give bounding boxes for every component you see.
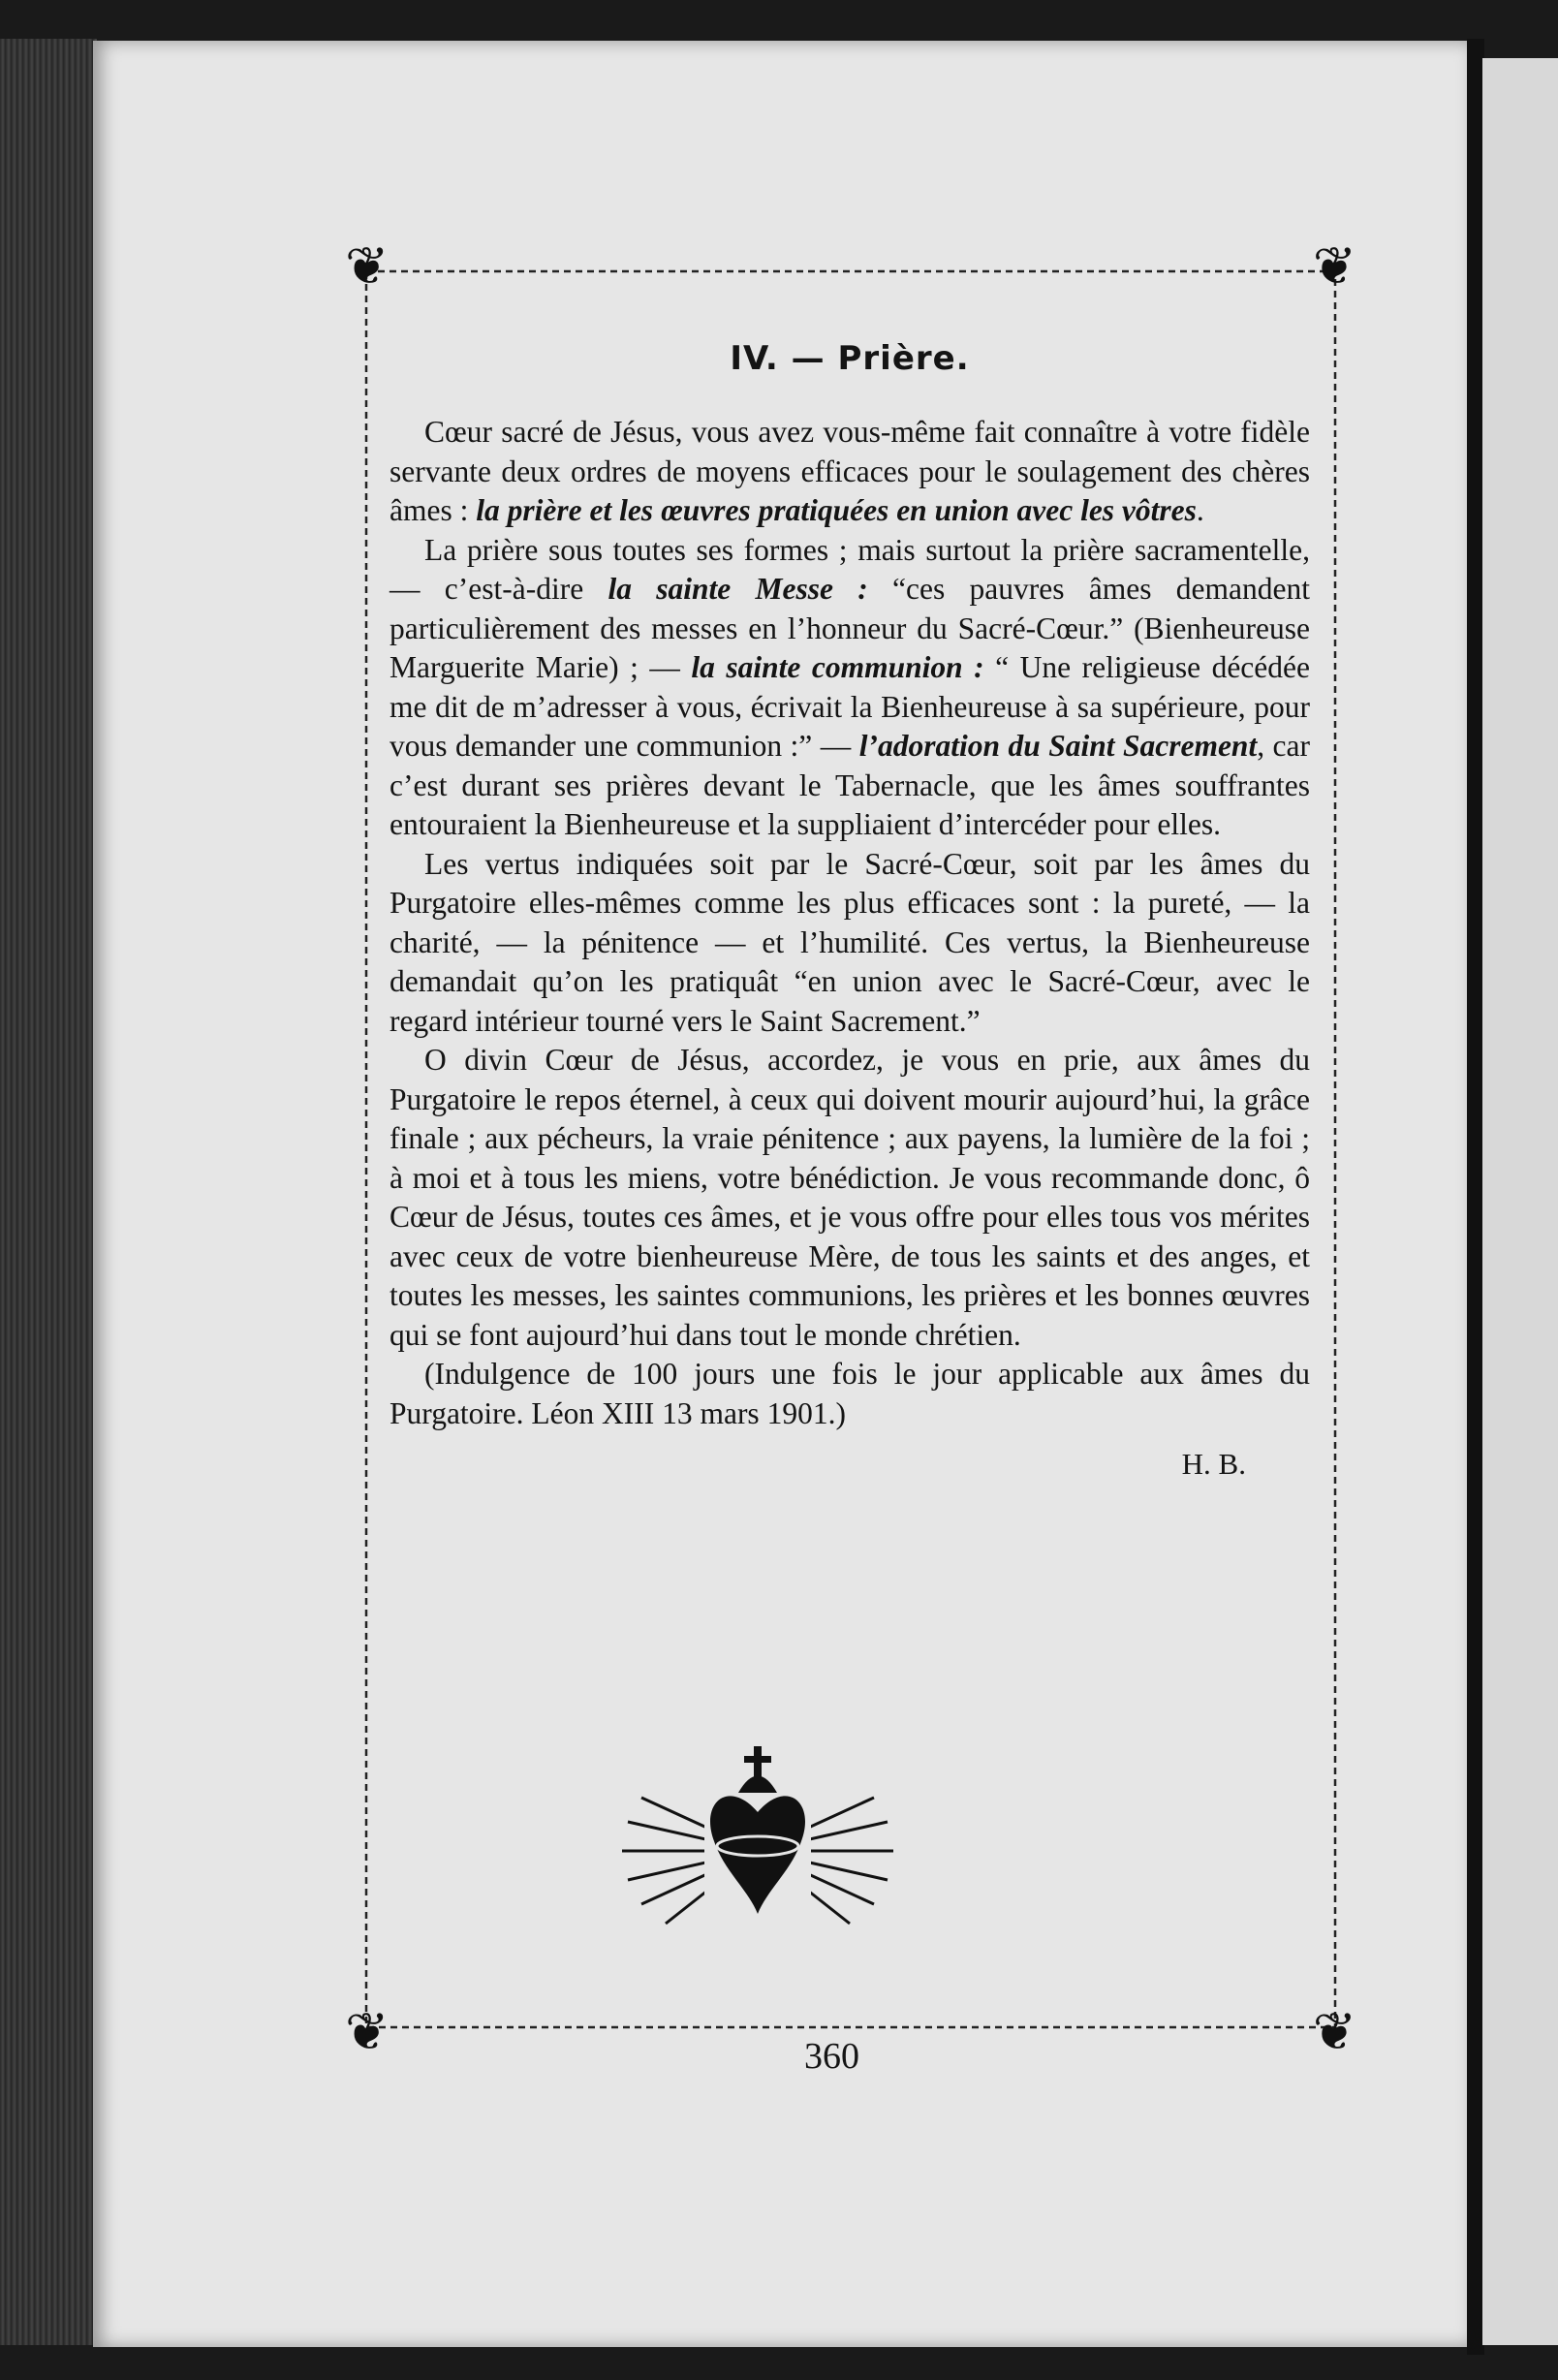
paragraph — [390, 1041, 1310, 1355]
corner-ornament-bottom-right-icon: ❦ — [1312, 2001, 1356, 2062]
page-number: 360 — [804, 2036, 859, 2077]
text-run: Cœur sacré de Jésus, vous avez vous-même fait connaître à votre fidèle servante deux ordres de moyens efficaces pour le soulagement des chères âmes : — [390, 415, 1310, 527]
text-run: , car c’est durant ses prières devant le Tabernacle, que les âmes souffrantes entouraient la Bienheureuse et la suppliaient d’intercéder pour elles. — [390, 729, 1310, 841]
text-run: “ces pauvres âmes demandent particulièrement des messes en l’honneur du Sacré-Cœur.” (Bienheureuse Marguerite Marie) ; — — [390, 572, 1310, 684]
text-run: . — [1196, 493, 1204, 527]
sacred-heart-icon — [612, 1744, 903, 1957]
italic-phrase: la sainte Messe : — [608, 572, 868, 606]
italic-phrase: la prière et les œuvres pratiquées en union avec les vôtres — [476, 493, 1197, 527]
facing-page-edge — [1482, 58, 1558, 2345]
section-title: IV. — Prière. — [730, 339, 970, 378]
body-text — [390, 413, 1310, 1433]
signature: H. B. — [1181, 1447, 1246, 1481]
italic-phrase: l’adoration du Saint Sacrement — [858, 729, 1258, 763]
text-run: O divin Cœur de Jésus, accordez, je vous en prie, aux âmes du Purgatoire le repos éternel, à ceux qui doivent mourir aujourd’hui, la grâce finale ; aux pécheurs, la vraie pénitence ; aux payens, la lumière de la foi ; à moi et à tous les miens, votre bénédiction. Je vous recommande donc, ô Cœur de Jésus, toutes ces âmes, et je vous offre pour elles tous vos mérites avec ceux de votre bienheureuse Mère, de tous les saints et des anges, et toutes les messes, les saintes communions, les prières et les bonnes œuvres qui se font aujourd’hui dans tout le monde chrétien. — [390, 1043, 1310, 1352]
paragraph — [390, 845, 1310, 1042]
page-content — [390, 339, 1310, 1482]
paragraph — [390, 413, 1310, 531]
corner-ornament-top-right-icon: ❦ — [1312, 235, 1356, 297]
paragraph — [390, 1355, 1310, 1433]
book-page-edges — [0, 39, 97, 2345]
text-run: (Indulgence de 100 jours une fois le jour applicable aux âmes du Purgatoire. Léon XIII 13 mars 1901.) — [390, 1357, 1310, 1430]
corner-ornament-bottom-left-icon: ❦ — [345, 2001, 390, 2062]
text-run: “ Une religieuse décédée me dit de m’adresser à vous, écrivait la Bienheureuse à sa supérieure, pour vous demander une communion :” — — [390, 650, 1310, 763]
italic-phrase: la sainte communion : — [691, 650, 984, 684]
text-run: La prière sous toutes ses formes ; mais surtout la prière sacramentelle, — c’est-à-dire — [390, 532, 1310, 606]
text-run: Les vertus indiquées soit par le Sacré-Cœur, soit par les âmes du Purgatoire elles-mêmes comme les plus efficaces sont : la pureté, — la charité, — la pénitence — et l’humilité. Ces vertus, la Bienheureuse demandait qu’on les pratiquât “en union avec le Sacré-Cœur, avec le regard intérieur tourné vers le Saint Sacrement.” — [390, 846, 1310, 1038]
corner-ornament-top-left-icon: ❦ — [345, 235, 390, 297]
paragraph — [390, 531, 1310, 845]
